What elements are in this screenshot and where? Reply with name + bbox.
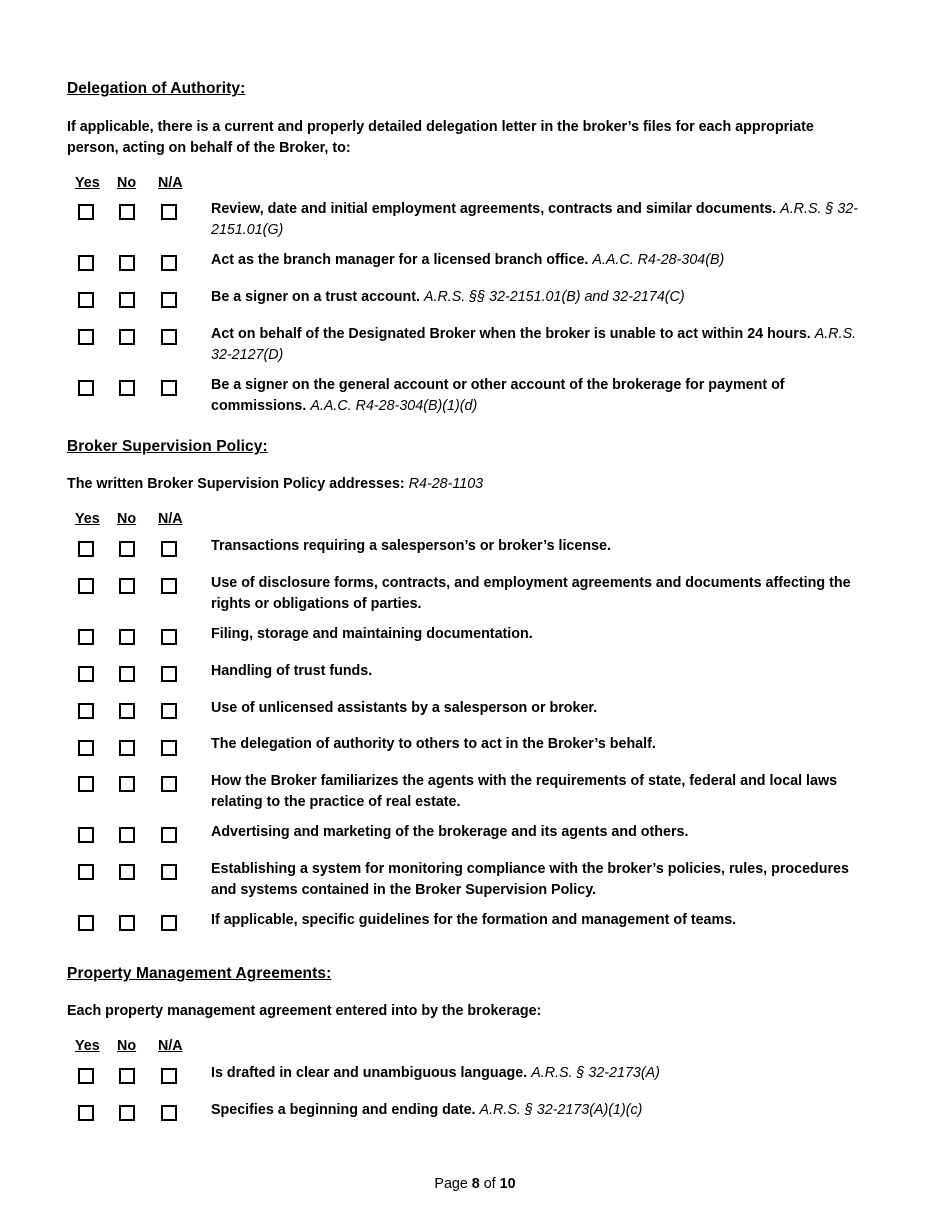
- yes-checkbox[interactable]: [78, 541, 94, 557]
- no-checkbox[interactable]: [119, 1105, 135, 1121]
- no-checkbox[interactable]: [119, 380, 135, 396]
- yes-checkbox[interactable]: [78, 703, 94, 719]
- no-checkbox[interactable]: [119, 629, 135, 645]
- no-checkbox[interactable]: [119, 703, 135, 719]
- no-checkbox[interactable]: [119, 578, 135, 594]
- no-checkbox[interactable]: [119, 541, 135, 557]
- na-checkbox[interactable]: [161, 292, 177, 308]
- na-checkbox[interactable]: [161, 629, 177, 645]
- na-checkbox[interactable]: [161, 864, 177, 880]
- na-checkbox[interactable]: [161, 578, 177, 594]
- checklist-item: Transactions requiring a salesperson’s or broker’s license.: [211, 538, 611, 554]
- na-checkbox[interactable]: [161, 380, 177, 396]
- checklist-item: Filing, storage and maintaining documentation.: [211, 626, 533, 642]
- checklist-item: Review, date and initial employment agreements, contracts and similar documents. A.R.S. § 32-2151.01(G): [211, 201, 859, 238]
- yes-column-header: Yes: [75, 1038, 100, 1054]
- no-checkbox[interactable]: [119, 776, 135, 792]
- no-checkbox[interactable]: [119, 255, 135, 271]
- na-checkbox[interactable]: [161, 915, 177, 931]
- no-column-header: No: [117, 511, 137, 527]
- checklist-item: Use of unlicensed assistants by a salesperson or broker.: [211, 700, 598, 716]
- yes-checkbox[interactable]: [78, 255, 94, 271]
- na-checkbox[interactable]: [161, 740, 177, 756]
- na-checkbox[interactable]: [161, 329, 177, 345]
- yes-checkbox[interactable]: [78, 740, 94, 756]
- yes-checkbox[interactable]: [78, 578, 94, 594]
- checklist-item: The delegation of authority to others to act in the Broker’s behalf.: [211, 736, 656, 752]
- yes-checkbox[interactable]: [78, 666, 94, 682]
- total-pages: 10: [499, 1176, 516, 1192]
- no-checkbox[interactable]: [119, 740, 135, 756]
- checklist-item: Act as the branch manager for a licensed branch office. A.A.C. R4-28-304(B): [211, 252, 725, 268]
- na-checkbox[interactable]: [161, 776, 177, 792]
- no-checkbox[interactable]: [119, 915, 135, 931]
- na-checkbox[interactable]: [161, 703, 177, 719]
- na-checkbox[interactable]: [161, 827, 177, 843]
- yes-checkbox[interactable]: [78, 915, 94, 931]
- section-intro-supervision: The written Broker Supervision Policy addresses: R4-28-1103: [67, 476, 484, 492]
- yes-column-header: Yes: [75, 511, 100, 527]
- yes-checkbox[interactable]: [78, 776, 94, 792]
- yes-checkbox[interactable]: [78, 827, 94, 843]
- checklist-item: Specifies a beginning and ending date. A.R.S. § 32-2173(A)(1)(c): [211, 1102, 643, 1118]
- no-checkbox[interactable]: [119, 329, 135, 345]
- no-checkbox[interactable]: [119, 666, 135, 682]
- no-checkbox[interactable]: [119, 864, 135, 880]
- no-checkbox[interactable]: [119, 827, 135, 843]
- na-checkbox[interactable]: [161, 1068, 177, 1084]
- of-label: of: [483, 1176, 496, 1192]
- no-column-header: No: [117, 175, 137, 191]
- checklist-item: Establishing a system for monitoring compliance with the broker’s policies, rules, procedures and systems contained in the Broker Supervision Policy.: [211, 861, 849, 898]
- checklist-item: If applicable, specific guidelines for the formation and management of teams.: [211, 912, 737, 928]
- na-checkbox[interactable]: [161, 666, 177, 682]
- yes-column-header: Yes: [75, 175, 100, 191]
- na-checkbox[interactable]: [161, 204, 177, 220]
- na-checkbox[interactable]: [161, 255, 177, 271]
- checklist-item: Is drafted in clear and unambiguous language. A.R.S. § 32-2173(A): [211, 1065, 660, 1081]
- current-page: 8: [471, 1176, 480, 1192]
- na-checkbox[interactable]: [161, 1105, 177, 1121]
- no-checkbox[interactable]: [119, 1068, 135, 1084]
- page-number-footer: [0, 1176, 950, 1192]
- yes-checkbox[interactable]: [78, 1068, 94, 1084]
- no-checkbox[interactable]: [119, 292, 135, 308]
- no-checkbox[interactable]: [119, 204, 135, 220]
- checklist-item: Use of disclosure forms, contracts, and employment agreements and documents affecting the rights or obligations of parties.: [211, 575, 851, 612]
- checklist-item: Advertising and marketing of the brokerage and its agents and others.: [211, 824, 689, 840]
- checklist-item: Be a signer on the general account or other account of the brokerage for payment of commissions. A.A.C. R4-28-304(B)(1)(d): [211, 377, 785, 414]
- section-title-delegation: Delegation of Authority:: [67, 80, 246, 97]
- yes-checkbox[interactable]: [78, 329, 94, 345]
- checklist-item: Act on behalf of the Designated Broker when the broker is unable to act within 24 hours. A.R.S. 32-2127(D): [211, 326, 857, 363]
- page-label: Page: [434, 1176, 468, 1192]
- yes-checkbox[interactable]: [78, 864, 94, 880]
- yes-checkbox[interactable]: [78, 292, 94, 308]
- yes-checkbox[interactable]: [78, 1105, 94, 1121]
- section-intro-property-management: Each property management agreement entered into by the brokerage:: [67, 1003, 542, 1019]
- checklist-item: Be a signer on a trust account. A.R.S. §§ 32-2151.01(B) and 32-2174(C): [211, 289, 685, 305]
- na-checkbox[interactable]: [161, 541, 177, 557]
- checklist-item: How the Broker familiarizes the agents with the requirements of state, federal and local laws relating to the practice of real estate.: [211, 773, 838, 810]
- checklist-item: Handling of trust funds.: [211, 663, 373, 679]
- section-title-property-management: Property Management Agreements:: [67, 965, 332, 982]
- section-intro-delegation: If applicable, there is a current and properly detailed delegation letter in the broker’s files for each appropriate person, acting on behalf of the Broker, to:: [67, 119, 814, 156]
- na-column-header: N/A: [158, 175, 183, 191]
- no-column-header: No: [117, 1038, 137, 1054]
- yes-checkbox[interactable]: [78, 204, 94, 220]
- na-column-header: N/A: [158, 511, 183, 527]
- yes-checkbox[interactable]: [78, 380, 94, 396]
- na-column-header: N/A: [158, 1038, 183, 1054]
- yes-checkbox[interactable]: [78, 629, 94, 645]
- section-title-supervision: Broker Supervision Policy:: [67, 438, 268, 455]
